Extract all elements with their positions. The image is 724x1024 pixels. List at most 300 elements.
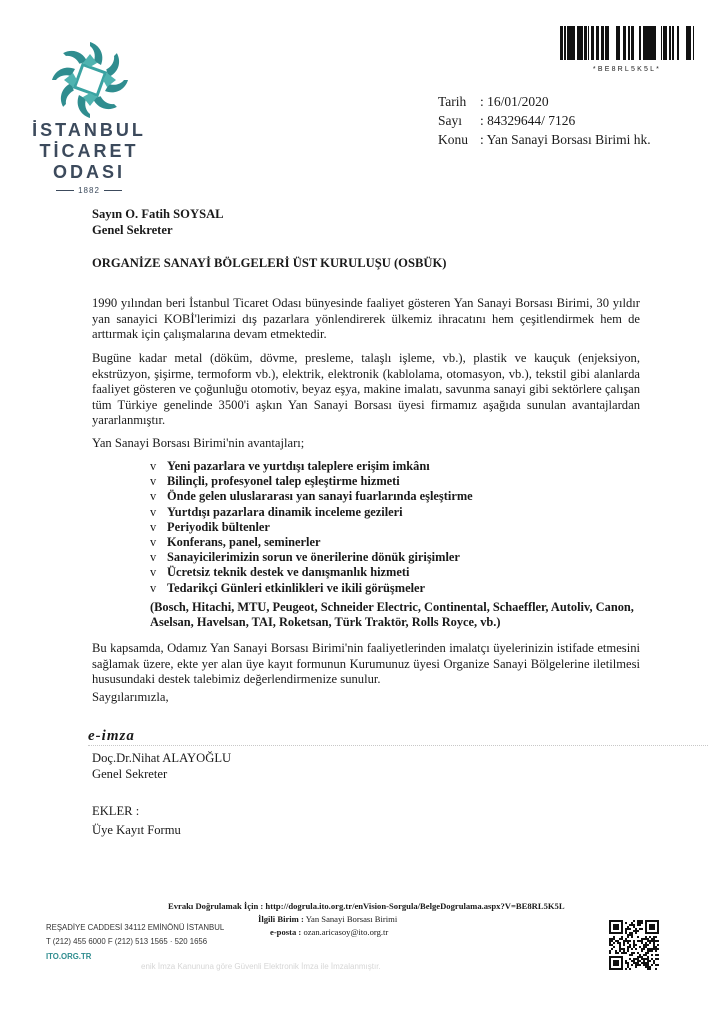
founded-year: 1882 [78, 186, 100, 195]
advantage-text: Sanayicilerimizin sorun ve önerilerine dönük girişimler [167, 550, 460, 565]
qr-module [635, 962, 637, 964]
qr-module [641, 958, 643, 960]
qr-module [655, 950, 657, 952]
qr-module [655, 968, 657, 970]
qr-module [615, 950, 617, 952]
bullet-mark: v [150, 489, 157, 504]
barcode-bar [592, 26, 594, 60]
meta-subject [438, 132, 651, 148]
qr-module [641, 956, 643, 958]
qr-module [647, 948, 649, 950]
qr-module [629, 940, 631, 942]
qr-module [633, 942, 635, 944]
qr-module [641, 940, 643, 942]
list-item [150, 520, 473, 535]
barcode-bar [651, 26, 652, 60]
barcode-bar [624, 26, 626, 60]
qr-module [625, 928, 627, 930]
qr-module [631, 948, 633, 950]
qr-module [657, 944, 659, 946]
barcode-bar [578, 26, 580, 60]
qr-module [651, 964, 653, 966]
qr-module [639, 954, 641, 956]
qr-module [619, 946, 621, 948]
qr-module [629, 968, 631, 970]
qr-module [623, 948, 625, 950]
qr-module [613, 946, 615, 948]
barcode-bar [664, 26, 665, 60]
advantage-text: Konferans, panel, seminerler [167, 535, 321, 550]
qr-module [623, 940, 625, 942]
list-item [150, 535, 473, 550]
qr-module [629, 932, 631, 934]
qr-module [641, 938, 643, 940]
bullet-mark: v [150, 550, 157, 565]
qr-module [647, 938, 649, 940]
qr-module [645, 932, 659, 934]
barcode-bar [628, 26, 630, 60]
barcode-bar [639, 26, 640, 60]
bullet-mark: v [150, 474, 157, 489]
qr-module [613, 936, 615, 938]
qr-code-icon [609, 920, 659, 970]
qr-module [653, 940, 655, 942]
barcode-bar [686, 26, 687, 60]
qr-module [637, 956, 639, 958]
qr-module [611, 940, 613, 942]
qr-module [633, 962, 635, 964]
qr-module [615, 940, 617, 942]
qr-module [635, 964, 637, 966]
attachment-item: Üye Kayıt Formu [92, 823, 181, 837]
qr-module [617, 940, 619, 942]
signature-divider [88, 745, 708, 746]
barcode-bar [623, 26, 624, 60]
qr-module [643, 958, 645, 960]
bullet-mark: v [150, 504, 157, 519]
barcode-bar [591, 26, 592, 60]
qr-module [639, 920, 641, 922]
meta-number [438, 113, 575, 129]
barcode-bar [572, 26, 574, 60]
qr-module [623, 952, 625, 954]
qr-module [639, 946, 641, 948]
qr-module [643, 960, 645, 962]
meta-date [438, 94, 549, 110]
qr-module [633, 946, 635, 948]
barcode-bar [645, 26, 646, 60]
qr-module [615, 952, 617, 954]
qr-module [655, 936, 657, 938]
qr-module [613, 942, 615, 944]
qr-module [639, 924, 641, 926]
qr-module [613, 924, 619, 930]
qr-module [639, 960, 641, 962]
meta-subject-value: : Yan Sanayi Borsası Birimi hk. [480, 132, 651, 147]
barcode-bar [601, 26, 603, 60]
meta-date-value: : 16/01/2020 [480, 94, 549, 109]
qr-module [643, 946, 645, 948]
qr-module [649, 936, 651, 938]
qr-module [655, 946, 657, 948]
qr-module [645, 966, 647, 968]
body-paragraph-3: Bu kapsamda, Odamız Yan Sanayi Borsası Birimi'nin faaliyetlerinden imalatçı üyelerinizin istifade etmesini sağlamak üzere, ekte yer alan üye kayıt formunun Kurumunuz üyesi Organize Sanayi Bölgelerine iletilmesi hususundaki destek talebimiz değerlendirmenize sunulur. [92, 641, 640, 686]
qr-module [649, 948, 651, 950]
qr-module [623, 950, 625, 952]
signer-title: Genel Sekreter [92, 767, 168, 781]
qr-module [619, 942, 621, 944]
qr-module [627, 950, 629, 952]
barcode-bar [603, 26, 604, 60]
advantage-text: Ücretsiz teknik destek ve danışmanlık hizmeti [167, 565, 410, 580]
qr-module [637, 940, 639, 942]
qr-module [627, 966, 629, 968]
qr-module [633, 926, 635, 928]
barcode-bar [633, 26, 634, 60]
rule-right [104, 190, 122, 191]
qr-module [653, 962, 655, 964]
unit-line [258, 914, 397, 924]
qr-module [655, 954, 657, 956]
qr-module [649, 924, 655, 930]
qr-module [609, 942, 611, 944]
qr-module [631, 964, 633, 966]
qr-module [629, 946, 631, 948]
barcode-bar [577, 26, 578, 60]
qr-module [641, 920, 643, 922]
qr-module [645, 946, 647, 948]
qr-module [631, 932, 633, 934]
qr-module [633, 940, 635, 942]
barcode-bar [616, 26, 618, 60]
barcode-bar [665, 26, 666, 60]
advantage-text: Periyodik bültenler [167, 519, 270, 534]
qr-module [641, 962, 643, 964]
qr-module [619, 938, 621, 940]
qr-module [635, 966, 637, 968]
qr-module [631, 924, 633, 926]
email-value[interactable]: ozan.aricasoy@ito.org.tr [303, 927, 389, 937]
recipient-organization: ORGANİZE SANAYİ BÖLGELERİ ÜST KURULUŞU (OSBÜK) [92, 256, 447, 270]
qr-module [619, 948, 621, 950]
qr-module [621, 956, 623, 970]
qr-module [655, 958, 657, 960]
attachments-label: EKLER : [92, 804, 140, 818]
barcode-icon [560, 26, 694, 60]
qr-module [625, 952, 627, 954]
qr-module [613, 938, 615, 940]
advantages-list [150, 459, 473, 596]
qr-module [651, 958, 653, 960]
qr-module [625, 922, 627, 924]
barcode-bar [561, 26, 562, 60]
qr-module [627, 940, 629, 942]
body-paragraph-2: Bugüne kadar metal (döküm, dövme, presleme, talaşlı işleme, vb.), plastik ve kauçuk (enjeksiyon, ekstrüzyon, şişirme, termoform vb.), elektrik, elektronik (kablolama, otomasyon, vb.), tekstil gibi alanlarda faaliyet gösteren ve çoğunluğu otomotiv, beyaz eşya, makine imalatı, savunma sanayi gibi sektörlere çalışan tüm Türkiye genelinde 3500'i aşkın Yan Sanayi Borsası üyesi firmamız aşağıda sunulan avantajlardan yararlanmıştır. [92, 351, 640, 427]
qr-module [645, 954, 647, 956]
qr-module [637, 952, 639, 954]
qr-module [645, 920, 647, 934]
qr-module [653, 960, 655, 962]
qr-module [635, 932, 637, 934]
bullet-mark: v [150, 565, 157, 580]
qr-module [619, 944, 621, 946]
qr-module [627, 964, 629, 966]
qr-module [631, 960, 633, 962]
qr-module [609, 920, 611, 934]
qr-module [629, 958, 631, 960]
meta-subject-label: Konu [438, 132, 468, 147]
advantage-text: Yurtdışı pazarlara dinamik inceleme gezileri [167, 504, 403, 519]
list-item [150, 505, 473, 520]
qr-module [637, 920, 639, 922]
verification-qr [609, 920, 659, 970]
barcode-bar [687, 26, 689, 60]
footer-address: REŞADİYE CADDESİ 34112 EMİNÖNÜ İSTANBUL [46, 923, 225, 932]
e-signature-mark: e-imza [88, 728, 135, 744]
qr-module [627, 926, 629, 928]
list-item [150, 550, 473, 565]
qr-module [645, 942, 647, 944]
recipient-name: Sayın O. Fatih SOYSAL [92, 207, 224, 221]
barcode-bar [598, 26, 599, 60]
qr-module [645, 958, 647, 960]
logo-line-3: ODASI [52, 162, 125, 182]
advantages-companies: (Bosch, Hitachi, MTU, Peugeot, Schneider Electric, Continental, Schaeffler, Autoliv, Canon, Aselsan, Havelsan, TAI, Roketsan, Türk Traktör, Rolls Royce, vb.) [150, 600, 634, 630]
qr-module [647, 966, 649, 968]
qr-module [631, 922, 633, 924]
qr-module [643, 938, 645, 940]
list-item [150, 474, 473, 489]
footer-website[interactable]: ITO.ORG.TR [46, 952, 92, 961]
qr-module [639, 964, 641, 966]
qr-module [609, 952, 611, 954]
qr-module [625, 932, 627, 934]
barcode-bar [562, 26, 563, 60]
qr-module [657, 958, 659, 960]
qr-module [609, 950, 611, 952]
qr-module [645, 964, 647, 966]
advantages-intro: Yan Sanayi Borsası Birimi'nin avantajları; [92, 436, 305, 450]
qr-module [635, 948, 637, 950]
qr-module [641, 948, 643, 950]
qr-module [653, 944, 655, 946]
qr-module [629, 934, 631, 936]
qr-module [637, 958, 639, 960]
barcode-bar [605, 26, 606, 60]
barcode-bar [654, 26, 655, 60]
qr-module [647, 940, 649, 942]
barcode-bar [619, 26, 620, 60]
barcode-bar [669, 26, 671, 60]
advantage-text: Önde gelen uluslararası yan sanayi fuarlarında eşleştirme [167, 489, 473, 504]
barcode-bar [569, 26, 570, 60]
verify-url[interactable]: http://dogrula.ito.org.tr/enVision-Sorgula/BelgeDogrulama.aspx?V=BE8RL5K5L [265, 901, 565, 911]
qr-module [651, 948, 653, 950]
qr-module [653, 938, 655, 940]
qr-module [609, 968, 623, 970]
qr-module [651, 940, 653, 942]
recipient-title: Genel Sekreter [92, 223, 173, 237]
qr-module [621, 952, 623, 954]
qr-module [637, 960, 639, 962]
signer-name: Doç.Dr.Nihat ALAYOĞLU [92, 751, 232, 765]
body-paragraph-1: 1990 yılından beri İstanbul Ticaret Odası bünyesinde faaliyet gösteren Yan Sanayi Borsası Birimi, 30 yıldır yan sanayici KOBİ'lerimizi dış pazarlara yönlendirerek ülkemiz ihracatını hem çeşitlendirmek hem de arttırmak için çalışmalarına devam etmektedir. [92, 296, 640, 341]
qr-module [633, 960, 635, 962]
qr-module [621, 938, 623, 940]
qr-module [637, 930, 639, 932]
advantage-text: Yeni pazarlara ve yurtdışı taleplere erişim imkânı [167, 459, 430, 473]
qr-module [647, 960, 649, 962]
bullet-mark: v [150, 459, 157, 473]
bullet-mark: v [150, 580, 157, 595]
barcode-bar [647, 26, 648, 60]
qr-module [629, 924, 631, 926]
barcode-bar [693, 26, 694, 60]
unit-value: Yan Sanayi Borsası Birimi [305, 914, 398, 924]
list-item [150, 565, 473, 580]
rule-left [56, 190, 74, 191]
qr-module [637, 964, 639, 966]
barcode-bar [580, 26, 581, 60]
qr-module [633, 958, 635, 960]
qr-module [613, 960, 619, 966]
qr-module [637, 936, 639, 938]
qr-module [647, 944, 649, 946]
qr-module [625, 962, 627, 964]
qr-module [625, 940, 627, 942]
qr-module [653, 942, 655, 944]
qr-module [635, 930, 637, 932]
qr-module [617, 942, 619, 944]
qr-module [649, 950, 651, 952]
barcode-bar [649, 26, 651, 60]
qr-module [649, 940, 651, 942]
barcode-bar [585, 26, 587, 60]
qr-module [633, 920, 635, 922]
qr-module [639, 940, 641, 942]
barcode-bar [663, 26, 664, 60]
qr-module [657, 964, 659, 966]
qr-module [629, 954, 631, 956]
qr-module [647, 952, 649, 954]
qr-module [649, 966, 651, 968]
qr-module [625, 968, 627, 970]
qr-module [647, 958, 649, 960]
bullet-mark: v [150, 535, 157, 550]
qr-module [625, 930, 627, 932]
qr-module [655, 940, 657, 942]
barcode-bar [677, 26, 679, 60]
qr-module [609, 938, 611, 940]
qr-module [609, 944, 611, 946]
qr-module [633, 952, 635, 954]
qr-module [627, 936, 629, 938]
qr-module [645, 938, 647, 940]
qr-module [657, 920, 659, 934]
qr-module [625, 960, 627, 962]
qr-module [631, 952, 633, 954]
email-line [270, 927, 388, 937]
barcode-bar [574, 26, 575, 60]
qr-module [651, 954, 653, 956]
qr-module [655, 948, 657, 950]
advantage-text: Bilinçli, profesyonel talep eşleştirme hizmeti [167, 474, 400, 489]
closing: Saygılarımızla, [92, 690, 169, 704]
logo-founded-rule [56, 186, 122, 195]
qr-module [643, 964, 645, 966]
qr-module [621, 936, 623, 938]
qr-module [619, 950, 621, 952]
qr-module [633, 944, 635, 946]
qr-module [645, 962, 647, 964]
barcode-bar [646, 26, 647, 60]
qr-module [635, 958, 637, 960]
qr-module [655, 964, 657, 966]
qr-module [645, 952, 647, 954]
qr-module [645, 944, 647, 946]
qr-module [625, 938, 627, 940]
qr-module [649, 960, 651, 962]
qr-module [639, 928, 641, 930]
email-label: e-posta : [270, 927, 302, 937]
barcode-bar [652, 26, 654, 60]
barcode-bar [689, 26, 691, 60]
barcode-bar [597, 26, 598, 60]
barcode-bar [560, 26, 561, 60]
qr-module [639, 922, 641, 924]
qr-module [637, 922, 639, 924]
qr-module [641, 950, 643, 952]
qr-module [629, 944, 631, 946]
logo-line-1: İSTANBUL [32, 120, 146, 140]
ito-emblem-icon [47, 37, 133, 123]
qr-module [649, 942, 651, 944]
qr-module [623, 944, 625, 946]
barcode-bar [584, 26, 585, 60]
qr-module [627, 942, 629, 944]
qr-module [643, 954, 645, 956]
qr-module [647, 964, 649, 966]
list-item [150, 459, 473, 474]
qr-module [657, 954, 659, 956]
barcode-bar [618, 26, 619, 60]
list-item [150, 489, 473, 504]
barcode-bar [631, 26, 633, 60]
qr-module [647, 956, 649, 958]
qr-module [627, 946, 629, 948]
qr-module [627, 934, 629, 936]
ito-logo [47, 37, 133, 123]
qr-module [629, 928, 631, 930]
qr-module [609, 920, 623, 922]
barcode-bar [564, 26, 566, 60]
qr-module [657, 948, 659, 950]
barcode-bar [588, 26, 589, 60]
qr-module [631, 934, 633, 936]
qr-module [639, 956, 641, 958]
verify-label: Evrakı Doğrulamak İçin : [168, 901, 264, 911]
barcode-bar [661, 26, 662, 60]
meta-date-label: Tarih [438, 94, 467, 109]
qr-module [617, 952, 619, 954]
qr-module [627, 962, 629, 964]
qr-module [637, 924, 639, 926]
meta-number-label: Sayı [438, 113, 463, 128]
qr-module [647, 950, 649, 952]
qr-module [611, 944, 613, 946]
qr-module [623, 942, 625, 944]
qr-module [645, 936, 647, 938]
